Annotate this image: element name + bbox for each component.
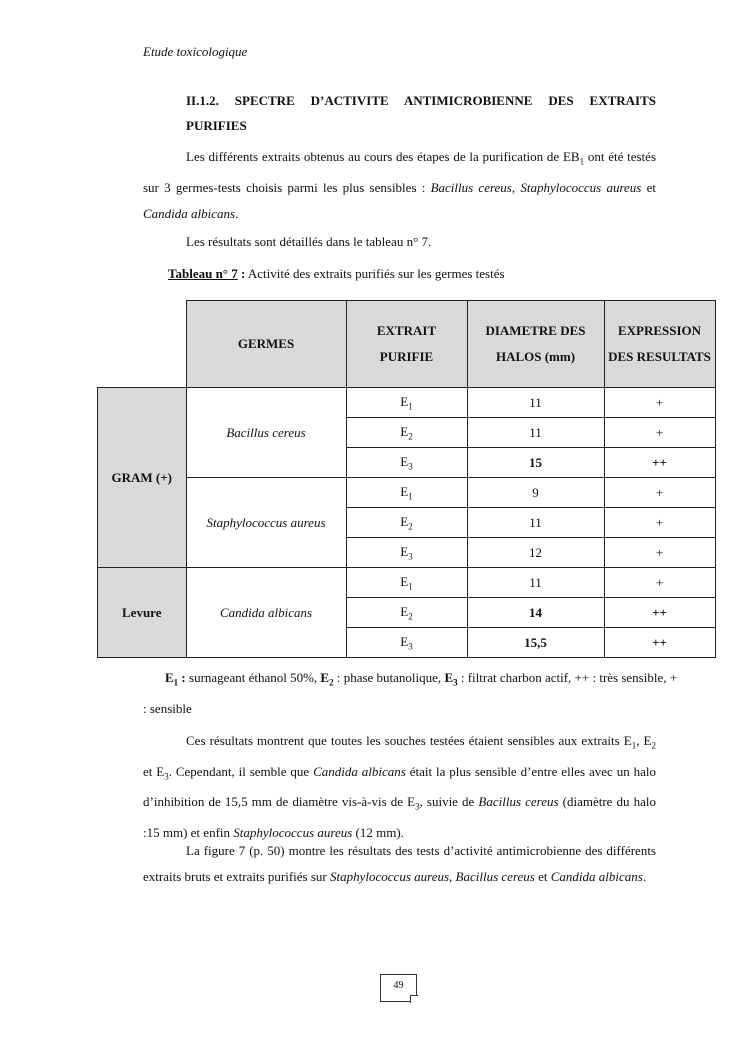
- diameter-cell: 14: [467, 598, 604, 628]
- table-legend: $E_1$ : surnageant éthanol 50%, $E_2$ : phase butanolique, $E_3$ : filtrat charbon actif, ++ : très sensible, + : sensible: [143, 670, 678, 716]
- extract-cell: $E_1$: [346, 478, 467, 508]
- germ-bacillus-cereus: Bacillus cereus: [186, 388, 346, 478]
- group-gram-positive: GRAM (+): [98, 388, 187, 568]
- extract-cell: $E_3$: [346, 448, 467, 478]
- running-header: Etude toxicologique: [143, 44, 248, 59]
- expression-cell: ++: [604, 448, 715, 478]
- group-levure: Levure: [98, 568, 187, 658]
- extract-cell: $E_2$: [346, 598, 467, 628]
- extract-cell: $E_1$: [346, 388, 467, 418]
- expression-cell: +: [604, 508, 715, 538]
- germ-candida-albicans: Candida albicans: [186, 568, 346, 658]
- diameter-cell: 15,5: [467, 628, 604, 658]
- extract-cell: $E_2$: [346, 418, 467, 448]
- table-header-row: [98, 301, 716, 388]
- extract-cell: $E_3$: [346, 538, 467, 568]
- page-number: 49: [380, 974, 417, 1002]
- intro-paragraph: Les différents extraits obtenus au cours des étapes de la purification de $EB_1$ ont été testés sur 3 germes-tests choisis parmi les plus sensibles : Bacillus cereus, Staphylococcus aureus et Candida albicans.: [143, 149, 656, 221]
- header-extrait: EXTRAIT PURIFIE: [346, 301, 467, 388]
- extract-cell: $E_3$: [346, 628, 467, 658]
- expression-cell: +: [604, 418, 715, 448]
- diameter-cell: 11: [467, 418, 604, 448]
- diameter-cell: 9: [467, 478, 604, 508]
- diameter-cell: 11: [467, 568, 604, 598]
- header-diametre: DIAMETRE DES HALOS (mm): [467, 301, 604, 388]
- expression-cell: +: [604, 388, 715, 418]
- germ-staphylococcus-aureus: Staphylococcus aureus: [186, 478, 346, 568]
- expression-cell: +: [604, 568, 715, 598]
- diameter-cell: 12: [467, 538, 604, 568]
- expression-cell: +: [604, 478, 715, 508]
- results-table: [97, 300, 716, 658]
- section-title: II.1.2. SPECTRE D’ACTIVITE ANTIMICROBIENNE DES EXTRAITS PURIFIES: [186, 93, 656, 133]
- page-fold-corner: [410, 995, 418, 1003]
- table-row: [98, 568, 716, 598]
- table-row: [98, 478, 716, 508]
- diameter-cell: 15: [467, 448, 604, 478]
- expression-cell: ++: [604, 598, 715, 628]
- expression-cell: +: [604, 538, 715, 568]
- table-caption: Tableau n° 7 : Activité des extraits purifiés sur les germes testés: [168, 266, 505, 281]
- header-germes: GERMES: [186, 301, 346, 388]
- header-expression: EXPRESSION DES RESULTATS: [604, 301, 715, 388]
- extract-cell: $E_2$: [346, 508, 467, 538]
- diameter-cell: 11: [467, 388, 604, 418]
- extract-cell: $E_1$: [346, 568, 467, 598]
- figure-reference-paragraph: La figure 7 (p. 50) montre les résultats des tests d’activité antimicrobienne des différents extraits bruts et extraits purifiés sur Staphylococcus aureus, Bacillus cereus et Candida albicans.: [143, 843, 656, 884]
- expression-cell: ++: [604, 628, 715, 658]
- conclusion-paragraph: Ces résultats montrent que toutes les souches testées étaient sensibles aux extraits $E_1$, $E_2$ et $E_3$. Cependant, il semble que Candida albicans était la plus sensible d’entre elles avec un halo d’inhibition de 15,5 mm de diamètre vis-à-vis de $E_3$, suivie de Bacillus cereus (diamètre du halo :15 mm) et enfin Staphylococcus aureus (12 mm).: [143, 733, 656, 840]
- table-row: [98, 388, 716, 418]
- diameter-cell: 11: [467, 508, 604, 538]
- results-intro-paragraph: Les résultats sont détaillés dans le tableau n° 7.: [186, 234, 432, 249]
